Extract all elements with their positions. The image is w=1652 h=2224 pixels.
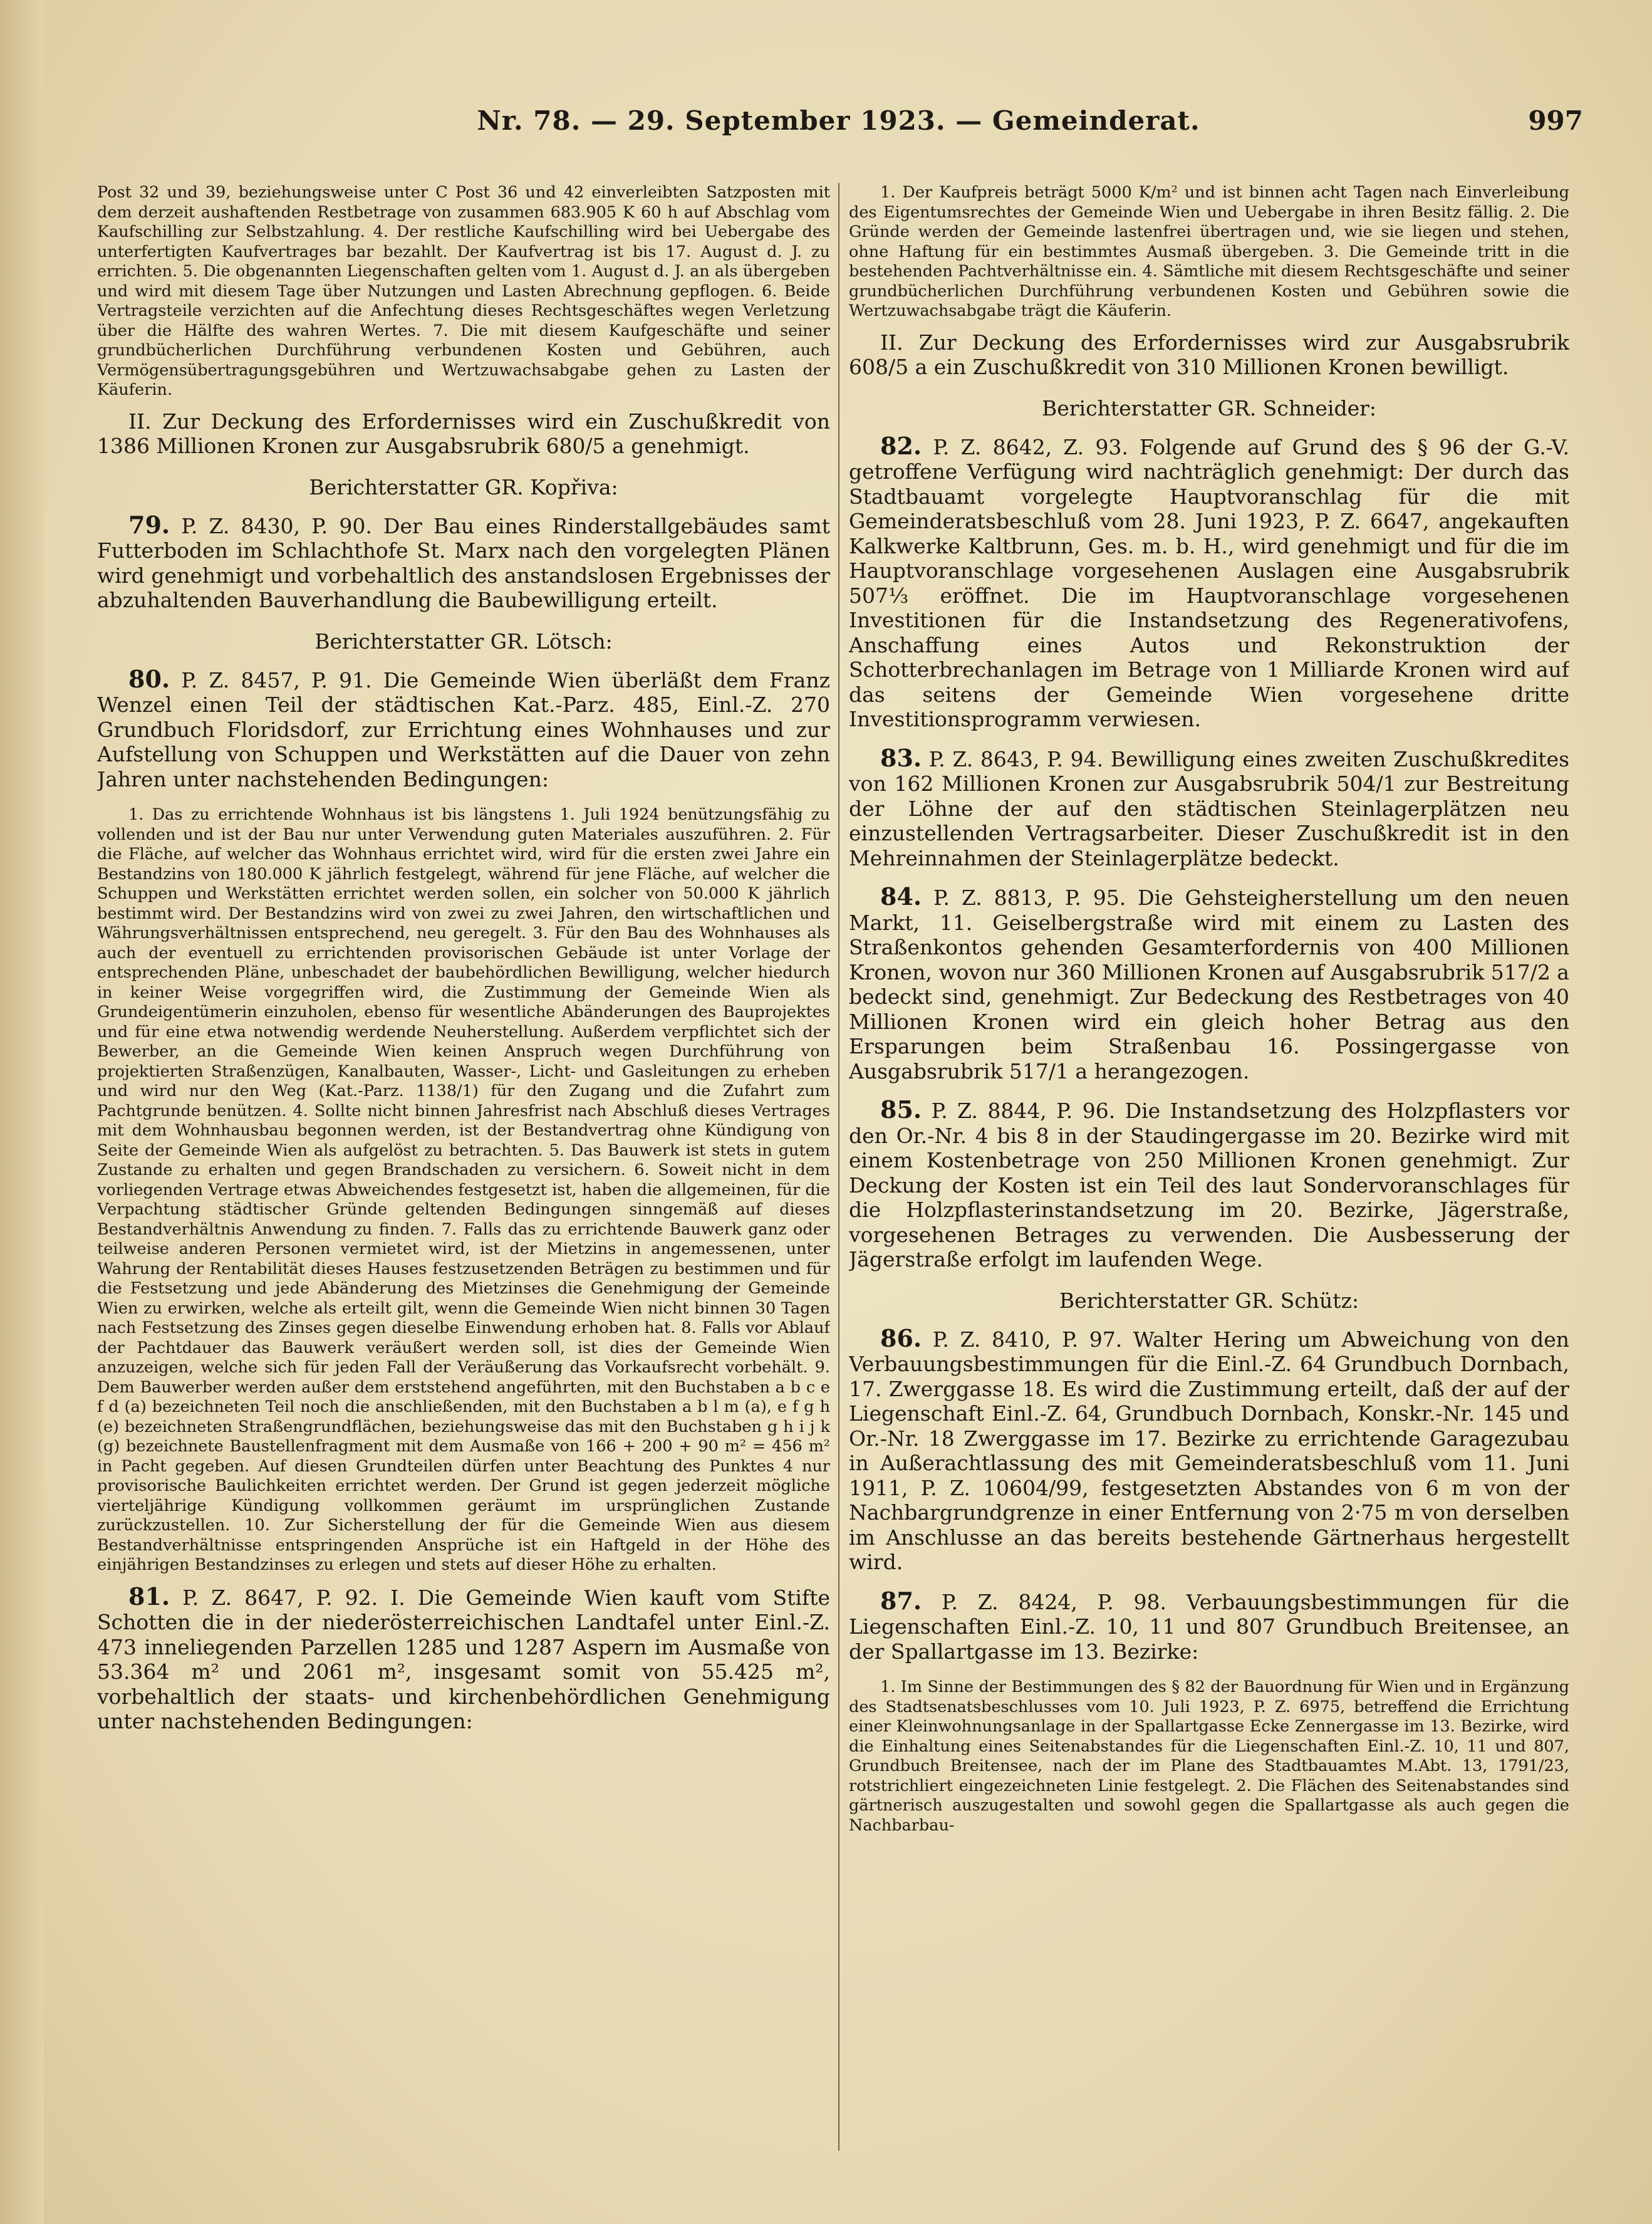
item-81-number: 81. xyxy=(128,1582,170,1611)
item-84 xyxy=(849,884,1569,1083)
item-86 xyxy=(849,1323,1569,1575)
item-87-number: 87. xyxy=(880,1586,922,1615)
item-84-text: P. Z. 8813, P. 95. Die Gehsteigherstellung um den neuen Markt, 11. Geiselbergstraße wird mit einem zu Lasten des Straßenkontos gehenden Gesamterfordernis von 400 Millionen Kronen, wovon nur 360 Millionen Kronen auf Ausgabsrubrik 517/2 a bedeckt sind, genehmigt. Zur Bedeckung des Restbetrages von 40 Millionen Kronen wird ein gleich hoher Betrag aus den Ersparungen beim Straßenbau 16. Possingergasse von Ausgabsrubrik 517/1 a herangezogen. xyxy=(849,885,1569,1083)
right-column xyxy=(849,183,1569,2149)
item-85-number: 85. xyxy=(880,1095,922,1124)
item-83-text: P. Z. 8643, P. 94. Bewilligung eines zweiten Zuschußkredites von 162 Millionen Kronen zur Ausgabsrubrik 504/1 zur Bestreitung der Löhne der auf den städtischen Steinlagerplätzen neu einzustellenden Vertragsarbeiter. Dieser Zuschußkredit ist in den Mehreinnahmen der Steinlagerplätze bedeckt. xyxy=(849,746,1569,870)
column-divider xyxy=(838,183,839,2151)
item-79 xyxy=(97,510,830,613)
item-80 xyxy=(97,664,830,792)
item-78-section-ii: II. Zur Deckung des Erfordernisses wird ein Zuschußkredit von 1386 Millionen Kronen zur Ausgabsrubrik 680/5 a genehmigt. xyxy=(97,409,830,458)
reporter-heading-loetsch: Berichterstatter GR. Lötsch: xyxy=(314,629,613,654)
item-83 xyxy=(849,743,1569,871)
item-85 xyxy=(849,1097,1569,1272)
item-87-text: P. Z. 8424, P. 98. Verbauungsbestimmungen für die Liegenschaften Einl.-Z. 10, 11 und 807 Grundbuch Breitensee, an der Spallartgasse im 13. Bezirke: xyxy=(849,1589,1569,1664)
item-80-conditions: 1. Das zu errichtende Wohnhaus ist bis längstens 1. Juli 1924 benützungsfähig zu vollenden und ist der Bau nur unter Verwendung guten Materiales auszuführen. 2. Für die Fläche, auf welcher das Wohnhaus errichtet wird, wird für die ersten zwei Jahre ein Bestandzins von 180.000 K jährlich festgelegt, während für jene Fläche, auf welcher die Schuppen und Werkstätten errichtet werden sollen, ein solcher von 50.000 K jährlich bestimmt wird. Der Bestandzins wird von zwei zu zwei Jahren, den wirtschaftlichen und Währungsverhältnissen entsprechend, neu geregelt. 3. Für den Bau des Wohnhauses als auch der eventuell zu errichtenden provisorischen Gebäude ist unter Vorlage der entsprechenden Pläne, unbeschadet der baubehördlichen Bewilligung, welcher hiedurch in keiner Weise vorgegriffen wird, die Zustimmung der Gemeinde Wien als Grundeigentümerin einzuholen, ebenso für wesentliche Abänderungen des Bauprojektes und für eine etwa notwendig werdende Neuherstellung. Außerdem verpflichtet sich der Bewerber, an die Gemeinde Wien keinen Anspruch wegen Durchführung von projektierten Straßenzügen, Kanalbauten, Wasser-, Licht- und Gasleitungen zu erheben und wird nur den Weg (Kat.-Parz. 1138/1) für den Zugang und die Zufahrt zum Pachtgrunde benützen. 4. Sollte nicht binnen Jahresfrist nach Abschluß dieses Vertrages mit dem Wohnhausbau begonnen werden, ist der Bestandvertrag ohne Kündigung von Seite der Gemeinde Wien als aufgelöst zu betrachten. 5. Das Bauwerk ist stets in gutem Zustande zu erhalten und gegen Brandschaden zu versichern. 6. Soweit nicht in dem vorliegenden Vertrage etwas Abweichendes festgesetzt ist, haben die allgemeinen, für die Verpachtung städtischer Gründe geltenden Bedingungen sinngemäß auf dieses Bestandverhältnis Anwendung zu finden. 7. Falls das zu errichtende Bauwerk ganz oder teilweise anderen Personen vermietet wird, ist der Mietzins in angemessenen, unter Wahrung der Rentabilität dieses Hauses festzusetzenden Beträgen zu bestimmen und für die Festsetzung und jede Abänderung des Mietzinses die Genehmigung der Gemeinde Wien zu erwirken, welche als erteilt gilt, wenn die Gemeinde Wien nicht binnen 30 Tagen nach Festsetzung des Zinses gegen dieselbe Einwendung erhoben hat. 8. Falls vor Ablauf der Pachtdauer das Bauwerk veräußert werden soll, ist dies der Gemeinde Wien anzuzeigen, welche sich für jeden Fall der Veräußerung das Vorkaufsrecht vorbehält. 9. Dem Bauwerber werden außer dem erststehend angeführten, mit den Buchstaben a b c e f d (a) bezeichneten Teil noch die anschließenden, mit den Buchstaben a b l m (a), e f g h (e) bezeichneten Straßengrundflächen, beziehungsweise das mit den Buchstaben g h i j k (g) bezeichnete Baustellenfragment mit dem Ausmaße von 166 + 200 + 90 m² = 456 m² in Pacht gegeben. Auf diesen Grundteilen dürfen unter Beachtung des Punktes 4 nur provisorische Baulichkeiten errichtet werden. Der Grund ist gegen jederzeit mögliche vierteljährige Kündigung vollkommen geräumt im ursprünglichen Zustande zurückzustellen. 10. Zur Sicherstellung der für die Gemeinde Wien aus diesem Bestandverhältnisse entspringenden Ansprüche ist ein Haftgeld in der Höhe des einjährigen Bestandzinses zu erlegen und stets auf dieser Höhe zu erhalten. xyxy=(97,805,830,1574)
item-86-number: 86. xyxy=(880,1323,922,1352)
left-column xyxy=(97,183,830,2149)
item-79-number: 79. xyxy=(128,510,170,539)
continuation-paragraph: Post 32 und 39, beziehungsweise unter C Post 36 und 42 einverleibten Satzposten mit dem derzeit aushaftenden Restbetrage von zusammen 683.905 K 60 h auf Abschlag vom Kaufschilling zur Selbstzahlung. 4. Der restliche Kaufschilling wird bei Uebergabe des unterfertigten Kaufvertrages bar bezahlt. Der Kaufvertrag ist bis 17. August d. J. zu errichten. 5. Die obgenannten Liegenschaften gelten vom 1. August d. J. an als übergeben und wird mit diesem Tage über Nutzungen und Lasten Abrechnung gepflogen. 6. Beide Vertragsteile verzichten auf die Anfechtung dieses Rechtsgeschäftes wegen Verletzung über die Hälfte des wahren Wertes. 7. Die mit diesem Kaufgeschäfte und seiner grundbücherlichen Durchführung verbundenen Kosten und Gebühren, auch Vermögensübertragungsgebühren und Wertzuwachsabgabe gehen zu Lasten der Käuferin. xyxy=(97,183,830,399)
item-82-number: 82. xyxy=(880,431,922,460)
item-87 xyxy=(849,1586,1569,1664)
reporter-heading-schuetz: Berichterstatter GR. Schütz: xyxy=(1059,1288,1359,1313)
item-80-text: P. Z. 8457, P. 91. Die Gemeinde Wien überläßt dem Franz Wenzel einen Teil der städtischen Kat.-Parz. 485, Einl.-Z. 270 Grundbuch Floridsdorf, zur Errichtung eines Wohnhauses und zur Aufstellung von Schuppen und Werkstätten auf die Dauer von zehn Jahren unter nachstehenden Bedingungen: xyxy=(97,667,830,791)
torn-page-edge xyxy=(0,0,44,2224)
item-84-number: 84. xyxy=(880,882,922,911)
item-81-conditions: 1. Der Kaufpreis beträgt 5000 K/m² und ist binnen acht Tagen nach Einverleibung des Eigentumsrechtes der Gemeinde Wien und Uebergabe in ihren Besitz fällig. 2. Die Gründe werden der Gemeinde lastenfrei übertragen und, wie sie liegen und stehen, ohne Haftung für ein bestimmtes Ausmaß übergeben. 3. Die Gemeinde tritt in die bestehenden Pachtverhältnisse ein. 4. Sämtliche mit diesem Rechtsgeschäfte und seiner grundbücherlichen Durchführung verbundenen Kosten und Gebühren sowie die Wertzuwachsabgabe trägt die Käuferin. xyxy=(849,183,1569,320)
item-82-text: P. Z. 8642, Z. 93. Folgende auf Grund des § 96 der G.-V. getroffene Verfügung wird nachträglich genehmigt: Der durch das Stadtbauamt vorgelegte Hauptvoranschlag für die mit Gemeinderatsbeschluß vom 28. Juni 1923, P. Z. 6647, angekauften Kalkwerke Kaltbrunn, Ges. m. b. H., wird genehmigt und für die im Hauptvoranschlage vorgesehenen Auslagen eine Ausgabsrubrik 507⅓ eröffnet. Die im Hauptvoranschlage vorgesehenen Investitionen für die Instandsetzung des Regenerativofens, Anschaffung eines Autos und Rekonstruktion der Schotterbrechanlagen im Betrage von 1 Milliarde Kronen wird auf das seitens der Gemeinde Wien vorgesehene dritte Investitionsprogramm verwiesen. xyxy=(849,434,1569,731)
reporter-heading-kopriva: Berichterstatter GR. Kopřiva: xyxy=(309,474,618,499)
item-83-number: 83. xyxy=(880,743,922,772)
item-81-section-ii: II. Zur Deckung des Erfordernisses wird zur Ausgabsrubrik 608/5 a ein Zuschußkredit von 310 Millionen Kronen bewilligt. xyxy=(849,330,1569,379)
item-86-text: P. Z. 8410, P. 97. Walter Hering um Abweichung von den Verbauungsbestimmungen für die Einl.-Z. 64 Grundbuch Dornbach, 17. Zwerggasse 18. Es wird die Zustimmung erteilt, daß der auf der Liegenschaft Einl.-Z. 64, Grundbuch Dornbach, Konskr.-Nr. 145 und Or.-Nr. 18 Zwerggasse im 17. Bezirke zu errichtende Garagezubau in Außerachtlassung des mit Gemeinderatsbeschluß vom 11. Juni 1911, P. Z. 10604/99, festgesetzten Abstandes von 6 m von der Nachbargrundgrenze in einer Entfernung von 2·75 m von derselben im Anschlusse an das bereits bestehende Gärtnerhaus hergestellt wird. xyxy=(849,1327,1569,1574)
item-82 xyxy=(849,431,1569,732)
item-85-text: P. Z. 8844, P. 96. Die Instandsetzung des Holzpflasters vor den Or.-Nr. 4 bis 8 in der Staudingergasse im 20. Bezirke wird mit einem Kostenbetrage von 250 Millionen Kronen genehmigt. Zur Deckung der Kosten ist ein Teil des laut Sondervoranschlages für die Holzpflasterinstandsetzung im 20. Bezirke, Jägerstraße, vorgesehenen Betrages zu verwenden. Die Ausbesserung der Jägerstraße erfolgt im laufenden Wege. xyxy=(849,1099,1569,1271)
reporter-heading-schneider: Berichterstatter GR. Schneider: xyxy=(1041,395,1376,420)
item-80-number: 80. xyxy=(128,664,170,693)
page-header xyxy=(94,94,1583,150)
header-title: Nr. 78. — 29. September 1923. — Gemeinderat. xyxy=(477,105,1200,136)
page-number: 997 xyxy=(1528,105,1583,136)
item-81-text: P. Z. 8647, P. 92. I. Die Gemeinde Wien kauft vom Stifte Schotten die in der niederösterreichischen Landtafel unter Einl.-Z. 473 inneliegenden Parzellen 1285 und 1287 Aspern im Ausmaße von 53.364 m² und 2061 m², insgesamt somit von 55.425 m², vorbehaltlich der staats- und kirchenbehördlichen Genehmigung unter nachstehenden Bedingungen: xyxy=(97,1585,830,1733)
item-81 xyxy=(97,1584,830,1734)
item-79-text: P. Z. 8430, P. 90. Der Bau eines Rinderstallgebäudes samt Futterboden im Schlachthofe St. Marx nach den vorgelegten Plänen wird genehmigt und vorbehaltlich des anstandslosen Ergebnisses der abzuhaltenden Bauverhandlung die Baubewilligung erteilt. xyxy=(97,513,830,612)
item-87-conditions: 1. Im Sinne der Bestimmungen des § 82 der Bauordnung für Wien und in Ergänzung des Stadtsenatsbeschlusses vom 10. Juli 1923, P. Z. 6975, betreffend die Errichtung einer Kleinwohnungsanlage in der Spallartgasse Ecke Zennergasse im 13. Bezirke, wird die Einhaltung eines Seitenabstandes für die Liegenschaften Einl.-Z. 10, 11 und 807, Grundbuch Breitensee, nach der im Plane des Stadtbauamtes M.Abt. 13, 1791/23, rotstrichliert eingezeichneten Linie festgelegt. 2. Die Flächen des Seitenabstandes sind gärtnerisch auszugestalten und sowohl gegen die Spallartgasse als auch gegen die Nachbarbau- xyxy=(849,1678,1569,1835)
